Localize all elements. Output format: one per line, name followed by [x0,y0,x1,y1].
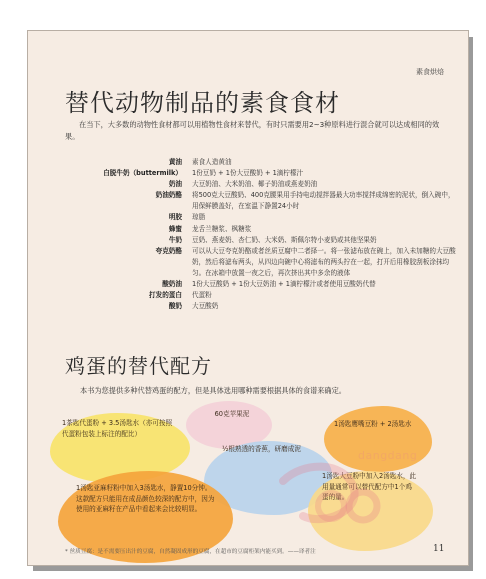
substitute-row [98,179,458,190]
substitute-name: 牛奶 [168,235,182,244]
substitute-desc: 大豆奶油、大米奶油、椰子奶油或燕麦奶油 [192,180,318,189]
egg-section-intro: 本书为您提供多种代替鸡蛋的配方，但是具体选用哪种需要根据具体的食谱来确定。 [80,386,346,395]
intro-paragraph: 在当下，大多数的动物性食材都可以用植物性食材来替代，有时只需要用2~3种原料进行混合就可以达成相同的效果。 [65,120,440,141]
page-number: 11 [433,544,445,554]
substitute-row [98,168,458,179]
substitute-name: 夸克奶酪 [155,246,182,255]
substitute-name: 打发的蛋白 [149,291,182,300]
egg-option-applesauce: 60克苹果泥 [214,410,250,418]
substitute-row [98,290,458,301]
substitute-desc: 琼脂 [192,213,206,222]
substitute-desc: 龙舌兰糖浆、枫糖浆 [192,224,252,233]
substitute-name: 酸奶 [168,302,182,311]
blob-chickpea [324,406,432,472]
section-mark: 素食烘焙 [416,68,444,76]
egg-option-egg-powder: 1茶匙代蛋粉 + 3.5汤匙水（亦可按照代蛋粉包装上标注的配比） [62,419,173,438]
substitute-name: 酸奶油 [162,280,182,289]
substitute-row [98,190,458,212]
substitute-desc: 代蛋粉 [192,291,212,300]
egg-option-chickpea: 1汤匙鹰嘴豆粉 + 2汤匙水 [334,420,412,428]
substitute-desc: 将500克大豆酸奶、400克腰果用手持电动搅拌器最大功率搅拌成绵密的泥状，倒入碗中，用保鲜膜盖好，在室温下静置24小时 [192,191,455,211]
substitute-row [98,246,458,279]
egg-section-title: 鸡蛋的替代配方 [65,354,212,378]
substitute-name: 奶油奶酪 [155,191,182,200]
substitute-row [98,279,458,290]
substitute-row [98,301,458,312]
book-page [27,30,469,566]
substitute-row [98,212,458,223]
substitute-desc: 素食人造黄油 [192,158,232,166]
egg-option-banana: ½根熟透的香蕉，研磨成泥 [222,445,301,453]
page-title: 替代动物制品的素食食材 [65,89,340,117]
substitute-row [98,157,458,168]
substitute-name: 黄油 [168,158,182,166]
substitute-name: 蜂蜜 [168,224,182,233]
footnote: * 丝质豆腐：是不需要压出汁的豆腐，自然凝固成形的豆腐，在超市的豆腐柜架内能买到。——译者注 [65,549,316,555]
substitute-desc: 豆奶、燕麦奶、杏仁奶、大米奶、斯佩尔特小麦奶或其他坚果奶 [192,235,377,244]
substitute-desc: 1份大豆酸奶 + 1份大豆奶油 + 1滴柠檬汁或者使用豆酸奶代替 [192,280,376,289]
substitute-desc: 可以从大豆夸克奶酪或者丝质豆腐中二者择一。将一张滤布放在碗上，加入未加糖的大豆酸奶，然后将滤布两头，从四边向碗中心将滤布的两头拧在一起，打开后用橡胶刮板涂抹均匀。在冰箱中放置一夜之后，再次挤出其中多余的液体 [192,246,456,277]
watermark-text: dangdang [358,449,418,462]
substitute-row [98,235,458,246]
substitutes-list [98,157,458,312]
substitute-name: 奶油 [168,180,182,189]
substitute-row [98,224,458,235]
substitute-desc: 大豆酸奶 [192,302,219,311]
egg-option-flaxseed: 1汤匙亚麻籽粉中加入3汤匙水，静置10分钟。这款配方只能用在成品颜色较深的配方中，因为使用的亚麻籽在产品中看起来会比较明显。 [76,484,215,513]
substitute-name: 明胶 [168,213,182,222]
substitute-name: 白脱牛奶（buttermilk） [103,169,182,178]
substitute-desc: 1份豆奶 + 1份大豆酸奶 + 1滴柠檬汁 [192,169,304,178]
egg-option-soy-flour: 1汤匙大豆粉中加入2汤匙水，此用量通常可以替代配方中1个鸡蛋的量。 [322,472,417,501]
